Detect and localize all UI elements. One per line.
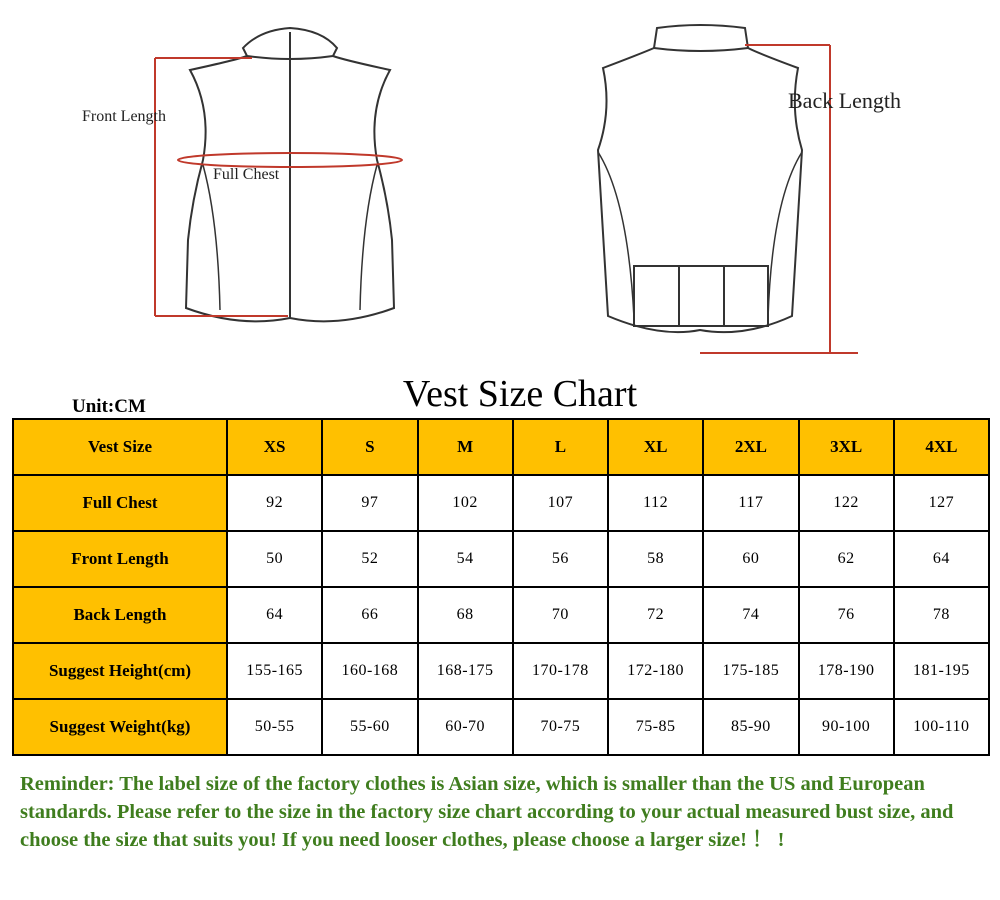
value-cell: 52 — [322, 531, 417, 587]
value-cell: 160-168 — [322, 643, 417, 699]
size-cell: L — [513, 419, 608, 475]
reminder-text: Reminder: The label size of the factory clothes is Asian size, which is smaller than the US and European standards. Please refer to the size in the factory size chart according to your actual measured bust size, and choose the size that suits you! If you need looser clothes, please choose a larger size! ！ ! — [20, 773, 954, 851]
value-cell: 76 — [799, 587, 894, 643]
value-cell: 74 — [703, 587, 798, 643]
value-cell: 155-165 — [227, 643, 322, 699]
value-cell: 97 — [322, 475, 417, 531]
vest-back-illustration — [598, 25, 802, 332]
size-header-row — [13, 419, 989, 475]
row-label: Back Length — [13, 587, 227, 643]
value-cell: 56 — [513, 531, 608, 587]
value-cell: 64 — [894, 531, 989, 587]
value-cell: 90-100 — [799, 699, 894, 755]
back-length-label: Back Length — [788, 88, 902, 113]
full-chest-label: Full Chest — [213, 166, 280, 183]
value-cell: 170-178 — [513, 643, 608, 699]
table-row — [13, 531, 989, 587]
row-label: Suggest Height(cm) — [13, 643, 227, 699]
row-label: Full Chest — [13, 475, 227, 531]
table-row — [13, 475, 989, 531]
value-cell: 85-90 — [703, 699, 798, 755]
value-cell: 100-110 — [894, 699, 989, 755]
chart-title: Vest Size Chart — [402, 373, 638, 415]
size-cell: XL — [608, 419, 703, 475]
value-cell: 50 — [227, 531, 322, 587]
size-chart-table — [12, 418, 990, 756]
row-label: Suggest Weight(kg) — [13, 699, 227, 755]
value-cell: 168-175 — [418, 643, 513, 699]
value-cell: 92 — [227, 475, 322, 531]
value-cell: 68 — [418, 587, 513, 643]
value-cell: 70-75 — [513, 699, 608, 755]
value-cell: 78 — [894, 587, 989, 643]
front-measure-lines — [155, 58, 402, 316]
size-cell: 2XL — [703, 419, 798, 475]
value-cell: 60-70 — [418, 699, 513, 755]
value-cell: 55-60 — [322, 699, 417, 755]
size-cell: M — [418, 419, 513, 475]
table-row — [13, 587, 989, 643]
value-cell: 172-180 — [608, 643, 703, 699]
value-cell: 178-190 — [799, 643, 894, 699]
unit-label: Unit:CM — [72, 396, 146, 417]
size-cell: 4XL — [894, 419, 989, 475]
value-cell: 122 — [799, 475, 894, 531]
value-cell: 181-195 — [894, 643, 989, 699]
table-row — [13, 699, 989, 755]
value-cell: 102 — [418, 475, 513, 531]
value-cell: 50-55 — [227, 699, 322, 755]
value-cell: 66 — [322, 587, 417, 643]
table-row — [13, 643, 989, 699]
size-cell: 3XL — [799, 419, 894, 475]
value-cell: 117 — [703, 475, 798, 531]
value-cell: 70 — [513, 587, 608, 643]
value-cell: 58 — [608, 531, 703, 587]
size-header-label: Vest Size — [13, 419, 227, 475]
value-cell: 107 — [513, 475, 608, 531]
value-cell: 127 — [894, 475, 989, 531]
vest-diagram — [0, 0, 1000, 380]
value-cell: 175-185 — [703, 643, 798, 699]
value-cell: 60 — [703, 531, 798, 587]
value-cell: 112 — [608, 475, 703, 531]
row-label: Front Length — [13, 531, 227, 587]
size-cell: XS — [227, 419, 322, 475]
front-length-label: Front Length — [82, 108, 166, 125]
value-cell: 64 — [227, 587, 322, 643]
value-cell: 54 — [418, 531, 513, 587]
value-cell: 72 — [608, 587, 703, 643]
value-cell: 75-85 — [608, 699, 703, 755]
size-cell: S — [322, 419, 417, 475]
value-cell: 62 — [799, 531, 894, 587]
